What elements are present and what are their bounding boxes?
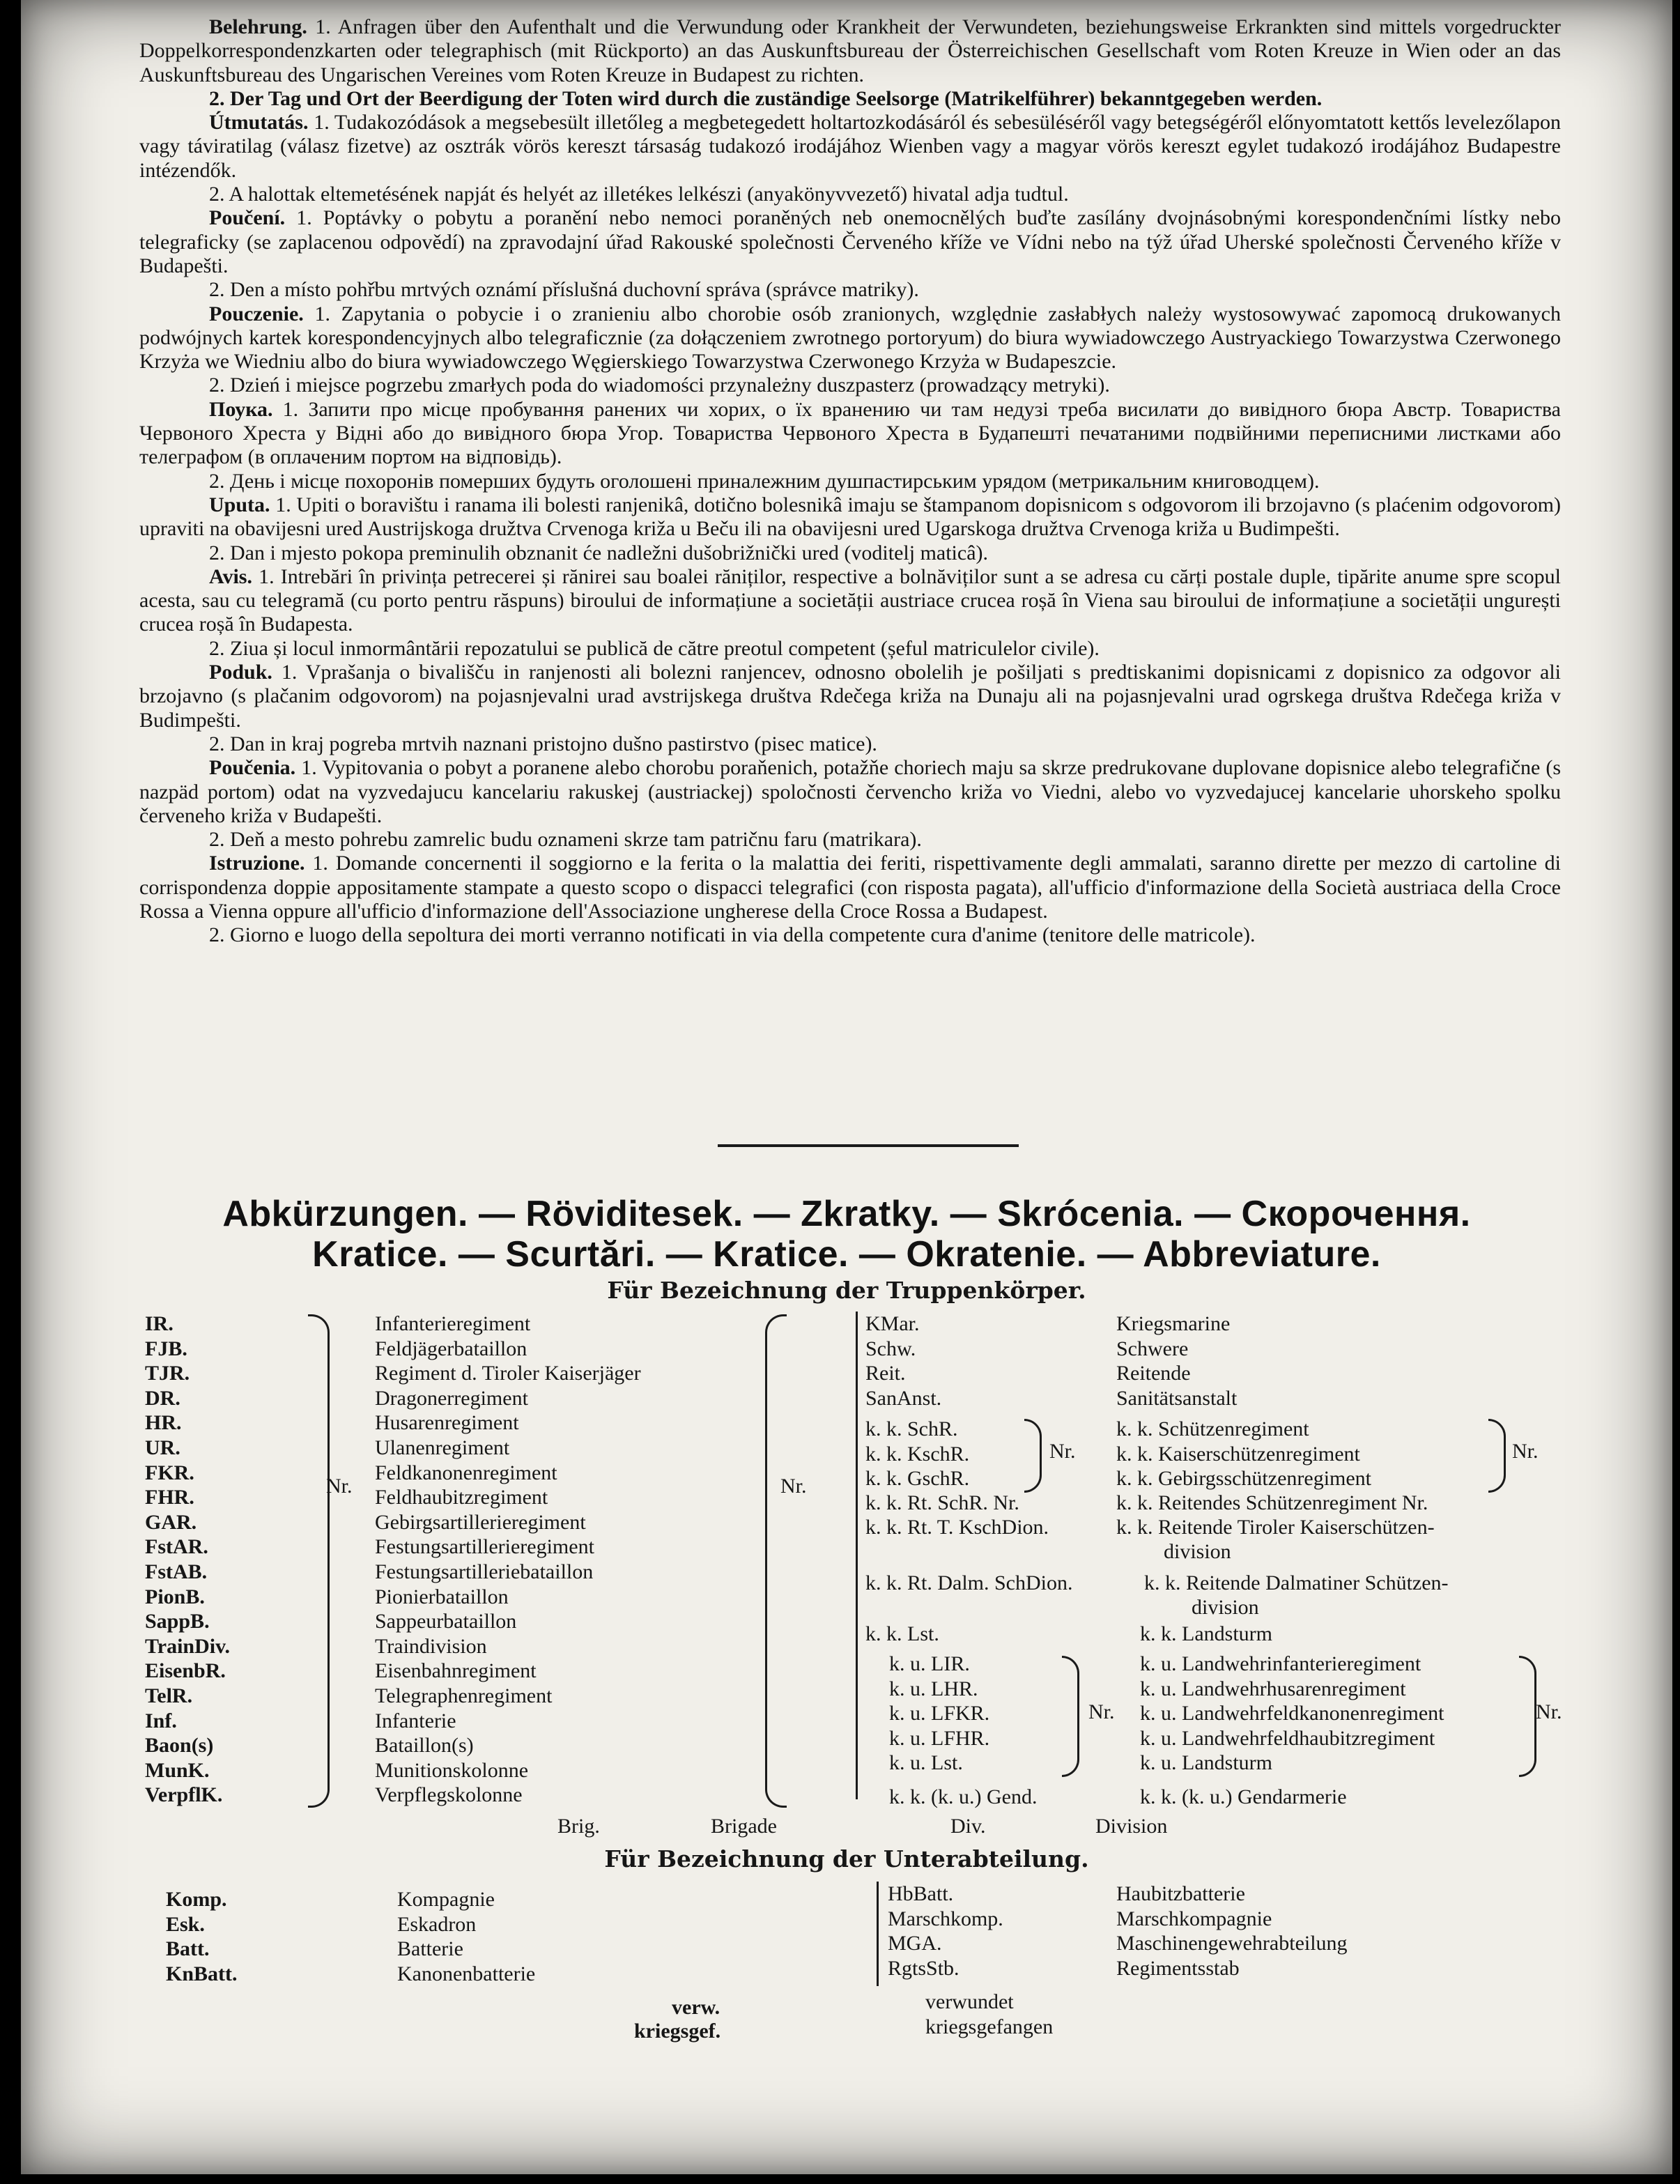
instruction-czech-1 (139, 206, 1561, 278)
left-right-brace (765, 1314, 787, 1808)
instruction-text: 1. Intrebări în privința petrecerei și rănirei sau boalei răniților, respective a bolnăviților sunt a se adresa cu cărți postale duple, tipărite anume spre scopul acesta, sau cu telegramă (cu porto pentru răspuns) biroului de informațiune a societății austriace crucea roșă în Viena sau biroului de informațiune a societății ungurești crucea roșă în Budapesta. (139, 564, 1561, 636)
list-item: k. u. LHR. (889, 1677, 978, 1700)
instruction-croatian-1 (139, 493, 1561, 541)
instruction-czech-2: 2. Den a místo pohřbu mrtvých oznámí příslušná duchovní správa (správce matriky). (209, 278, 919, 302)
list-item: EisenbR. (145, 1659, 226, 1683)
instruction-polish-1 (139, 302, 1561, 374)
right-abbreviation-list-c (889, 1652, 989, 1776)
instruction-text: 1. Anfragen über den Aufenthalt und die Verwundung oder Krankheit der Verwundeten, beziehungsweise Erkrankten sind mittels vorgedruckter Doppelkorrespondenzkarten oder telegraphisch (mit Rückporto) an das Auskunftsbureau der Österreichischen Gesellschaft vom Roten Kreuze in Wien oder an das Auskunftsbureau des Ungarischen Vereines vom Roten Kreuze in Budapest zu richten. (139, 15, 1561, 86)
verw-abbr: verw. (672, 1996, 720, 2019)
rt-tksch-full-1: k. k. Reitende Tiroler Kaiserschützen- (1116, 1516, 1435, 1539)
abbreviations-title-line-1: Abkürzungen. — Röviditesek. — Zkratky. — Skrócenia. — Скорочення. (222, 1194, 1471, 1234)
list-item: Maschinengewehrabteilung (1116, 1932, 1348, 1955)
right-abbreviation-list-a (865, 1312, 941, 1410)
list-item: Batt. (166, 1937, 210, 1961)
section-head: Belehrung. (209, 15, 307, 38)
brig-abbr: Brig. (557, 1815, 600, 1838)
list-item: Baon(s) (145, 1734, 214, 1758)
list-item: RgtsStb. (888, 1956, 960, 1980)
list-item: k. k. Gebirgsschützenregiment (1116, 1467, 1372, 1491)
list-item: UR. (145, 1436, 180, 1459)
list-item: k. u. Landwehrinfanterieregiment (1140, 1652, 1421, 1675)
section-head: Uputa. (209, 493, 270, 516)
instruction-romanian-1 (139, 565, 1561, 637)
gend-full: k. k. (k. u.) Gendarmerie (1140, 1785, 1347, 1808)
list-item: k. u. Landwehrfeldhaubitzregiment (1140, 1726, 1435, 1750)
instruction-german-2 (139, 87, 1561, 111)
list-item: Festungsartillerieregiment (375, 1535, 594, 1559)
list-item: Regimentsstab (1116, 1956, 1240, 1980)
list-item: Gebirgsartillerieregiment (375, 1510, 586, 1534)
list-item: FstAR. (145, 1535, 208, 1559)
list-item: Schwere (1116, 1337, 1189, 1360)
list-item: Ulanenregiment (375, 1436, 510, 1459)
section-head: Poučení. (209, 206, 286, 230)
section-head: Poduk. (209, 661, 272, 684)
right-meaning-list-c (1140, 1652, 1444, 1776)
list-item: Traindivision (375, 1634, 487, 1658)
instruction-slovak-1 (139, 756, 1561, 828)
subdivision-heading: Für Bezeichnung der Unterabteilung. (604, 1845, 1089, 1872)
instruction-text: 1. Domande concernenti il soggiorno e la ferita o la malattia dei feriti, rispettivamente degli ammalati, saranno dirette per mezzo di cartoline di corrispondenza doppie appositamente stampate a questo scopo o dispacci telegrafici (con risposta pagata), all'ufficio d'informazione della Società austriaca della Croce Rossa a Vienna oppure all'ufficio d'informazione dell'Associazione ungherese della Croce Rossa a Budapest. (139, 852, 1561, 923)
instruction-slovene-1 (139, 661, 1561, 732)
instruction-text: 1. Vypitovania o pobyt a poranene alebo chorobu poraňenich, potažňe choriech maju sa skrze predrukovane duplovane dopisnice alebo telegrafične (s nazpäd portom) odat na vyzvedajucu kancelariu rakuskej (austriackej) spoločnosti červencho križa vo Viedni, alebo vo vyzvedajucej kancelarie uhorskeho spolku červeneho križa v Budapešti. (139, 756, 1561, 827)
kgf-abbr: kriegsgef. (634, 2020, 721, 2043)
list-item: k. k. KschR. (865, 1442, 970, 1466)
list-item: Feldkanonenregiment (375, 1461, 557, 1484)
list-item: VerpflK. (145, 1783, 223, 1807)
list-item: Kompagnie (397, 1888, 495, 1911)
instruction-ukrainian-2: 2. День і місце похоронів померших будуть оголошені приналежним душпастирським урядом (метрикальним книговодцем). (209, 469, 1320, 493)
rt-tksch-abbr: k. k. Rt. T. KschDion. (865, 1516, 1049, 1539)
section-head: Poučenia. (209, 756, 296, 780)
rt-tksch-full-2: division (1164, 1540, 1231, 1563)
list-item: Marschkompagnie (1116, 1907, 1272, 1930)
rt-schr-abbr: k. k. Rt. SchR. Nr. (865, 1491, 1019, 1514)
instruction-hungarian-1 (139, 111, 1561, 183)
section-head: Pouczenie. (209, 302, 304, 325)
list-item: Munitionskolonne (375, 1758, 529, 1782)
list-item: Bataillon(s) (375, 1734, 474, 1758)
landwehr-brace (1062, 1656, 1079, 1777)
list-item: HbBatt. (888, 1882, 954, 1905)
instruction-croatian-2: 2. Dan i mjesto pokopa preminulih obznanit će nadležni dušobrižnički ured (voditelj maticâ). (209, 541, 989, 564)
list-item: Telegraphenregiment (375, 1684, 553, 1707)
instruction-hungarian-2: 2. A halottak eltemetésének napját és helyét az illetékes lelkészi (anyakönyvvezető) hivatal adja tudtul. (209, 183, 1069, 206)
list-item: HR. (145, 1411, 182, 1435)
list-item: Komp. (166, 1888, 227, 1911)
column-separator (856, 1312, 858, 1799)
list-item: k. u. LIR. (889, 1652, 970, 1675)
abbreviations-title-line-2: Kratice. — Scurtări. — Kratice. — Okratenie. — Abbreviature. (312, 1234, 1381, 1275)
list-item: k. k. SchR. (865, 1417, 958, 1440)
kgf-full: kriegsgefangen (925, 2015, 1054, 2038)
rt-schr-full: k. k. Reitendes Schützenregiment Nr. (1116, 1491, 1428, 1514)
sub-left-abbreviation-list (166, 1887, 238, 1986)
list-item: Eskadron (397, 1912, 477, 1936)
list-item: SanAnst. (865, 1386, 942, 1410)
instruction-slovene-2: 2. Dan in kraj pogreba mrtvih naznani pristojno dušno pastirstvo (pisec matice). (209, 732, 877, 755)
instruction-romanian-2: 2. Ziua și locul inmormântării repozatului se publică de către preotul competent (șeful matriculelor civile). (209, 636, 1100, 660)
divider-rule (718, 1144, 1019, 1147)
list-item: Infanterieregiment (375, 1312, 531, 1335)
rt-dalm-abbr: k. k. Rt. Dalm. SchDion. (865, 1571, 1073, 1594)
instruction-italian-2: 2. Giorno e luogo della sepoltura dei morti verranno notificati in via della competente cura d'anime (tenitore delle matricole). (209, 923, 1256, 947)
list-item: Infanterie (375, 1709, 456, 1732)
nr-label: Nr. (1512, 1440, 1539, 1463)
list-item: k. u. Landwehrfeldkanonenregiment (1140, 1702, 1444, 1725)
document-page (21, 0, 1672, 2174)
section-head: Útmutatás. (209, 111, 309, 134)
list-item: Reitende (1116, 1362, 1191, 1385)
list-item: MGA. (888, 1932, 942, 1955)
sub-right-abbreviation-list (888, 1882, 1003, 1981)
div-abbr: Div. (950, 1815, 986, 1838)
instruction-text: 1. Poptávky o pobytu a poranění nebo nemoci poraněných neb onemocnělých buďte zasílány dvojnásobnými korespondenčními lístky nebo telegraficky (se zaplacenou odpovědí) na zpravodajní úřad Rakouské společnosti Červeného kříže ve Vídni nebo na týž úřad Uherské společnosti Červeného kříže v Budapešti. (139, 206, 1561, 277)
nr-label: Nr. (1536, 1700, 1562, 1723)
list-item: KMar. (865, 1312, 920, 1335)
list-item: k. u. Landwehrhusarenregiment (1140, 1677, 1406, 1700)
section-head: Поука. (209, 397, 273, 421)
instruction-text: 1. Tudakozódások a megsebesült illetőleg a megbetegedett holtartozkodásáról és sebesüléséről vagy betegségéről előnyomtatott kettős levelezőlapon vagy táviratilag (válasz fizetve) az osztrák vörös kereszt társaság tudakozó irodájához Wienben vagy a magyar vörös kereszt egylet tudakozó irodájához Budapestre intézendők. (139, 111, 1561, 182)
list-item: Sappeurbataillon (375, 1610, 517, 1633)
list-item: Kriegsmarine (1116, 1312, 1231, 1335)
list-item: SappB. (145, 1610, 210, 1633)
list-item: Esk. (166, 1912, 205, 1936)
list-item: Dragonerregiment (375, 1386, 528, 1410)
sub-right-meaning-list (1116, 1882, 1348, 1981)
list-item: FstAB. (145, 1560, 208, 1583)
list-item: KnBatt. (166, 1962, 238, 1985)
nr-label: Nr. (1049, 1440, 1076, 1463)
list-item: TrainDiv. (145, 1634, 230, 1658)
list-item: Sanitätsanstalt (1116, 1386, 1238, 1410)
list-item: TJR. (145, 1362, 190, 1385)
landwehr-brace-right (1519, 1656, 1536, 1777)
section-head: Avis. (209, 564, 252, 588)
list-item: k. u. LFHR. (889, 1726, 990, 1750)
instruction-text: 1. Vprašanja o bivališču in ranjenosti ali bolezni ranjencev, odnosno obolelih je pošiljati s predtiskanimi dopisnicami z dopisnico za odgovor ali brzojavno (s plačanim odgovorom) na pojasnjevalni urad avstrijskega društva Rdečega križa na Dunaju ali na pojasnjevalni urad ogrskega društva Rdečega križa v Budimpešti. (139, 661, 1561, 732)
list-item: GAR. (145, 1510, 197, 1534)
list-item: Husarenregiment (375, 1411, 519, 1435)
instruction-text: 1. Zapytania o pobycie i o zranieniu albo chorobie osób zranionych, względnie zasłabłych należy wystosowywać zapomocą drukowanych podwójnych kartek korespondencyjnych albo telegraficznie (za dołączeniem zwrotnego portoryum) do biura wywiadowczego Austryackiego Towarzystwa Czerwonego Krzyża we Wiedniu albo do biura wywiadowczego Węgierskiego Towarzystwa Czerwonego Krzyża w Budapeszcie. (139, 302, 1561, 374)
list-item: Verpflegskolonne (375, 1783, 523, 1807)
lst-abbr: k. k. Lst. (865, 1622, 939, 1645)
column-separator (877, 1882, 879, 1986)
list-item: PionB. (145, 1585, 205, 1608)
list-item: MunK. (145, 1758, 210, 1782)
list-item: FJB. (145, 1337, 187, 1360)
nr-label: Nr. (780, 1475, 807, 1498)
brig-full: Brigade (711, 1815, 777, 1838)
list-item: Reit. (865, 1362, 906, 1385)
list-item: Inf. (145, 1709, 177, 1732)
list-item: Regiment d. Tiroler Kaiserjäger (375, 1362, 641, 1385)
list-item: IR. (145, 1312, 174, 1335)
nr-label: Nr. (1088, 1700, 1115, 1723)
list-item: Batterie (397, 1937, 463, 1961)
rt-dalm-full-2: division (1192, 1596, 1259, 1619)
left-abbreviation-list (145, 1312, 230, 1808)
nr-label: Nr. (326, 1475, 353, 1498)
instruction-text: 2. Der Tag und Ort der Beerdigung der Toten wird durch die zuständige Seelsorge (Matrikelführer) bekanntgegeben werden. (209, 86, 1323, 110)
list-item: Feldhaubitzregiment (375, 1486, 548, 1509)
right-abbreviation-list-b (865, 1417, 969, 1491)
rt-dalm-full-1: k. k. Reitende Dalmatiner Schützen- (1144, 1571, 1449, 1594)
section-head: Istruzione. (209, 852, 305, 875)
list-item: FHR. (145, 1486, 194, 1509)
instruction-german-1 (139, 15, 1561, 87)
list-item: Haubitzbatterie (1116, 1882, 1245, 1905)
list-item: FKR. (145, 1461, 194, 1484)
instruction-text: 1. Запити про місце пробування ранених чи хорих, о їх вранению чи там недузі треба висилати до вивідного бюра Австр. Товариства Червоного Хреста у Відні або до вивідного бюра Угор. Товариства Червоного Хреста в Будапешті печатаними подвійними переписними листками або телеграфом (в оплаченим портом на відповідь). (139, 397, 1561, 469)
sub-left-meaning-list (397, 1887, 535, 1986)
right-meaning-list-b (1116, 1417, 1371, 1491)
list-item: Marschkomp. (888, 1907, 1003, 1930)
left-brace (308, 1314, 330, 1808)
list-item: k. u. LFKR. (889, 1702, 990, 1725)
list-item: k. u. Lst. (889, 1751, 963, 1775)
list-item: TelR. (145, 1684, 193, 1707)
instruction-polish-2: 2. Dzień i miejsce pogrzebu zmarłych poda do wiadomości przynależny duszpasterz (prowadzący metryki). (209, 374, 1110, 397)
list-item: Pionierbataillon (375, 1585, 509, 1608)
instruction-italian-1 (139, 852, 1561, 923)
list-item: Eisenbahnregiment (375, 1659, 537, 1683)
list-item: k. u. Landsturm (1140, 1751, 1272, 1775)
list-item: Festungsartilleriebataillon (375, 1560, 594, 1583)
schuetzen-brace-right (1488, 1419, 1506, 1493)
div-full: Division (1095, 1815, 1168, 1838)
troops-heading: Für Bezeichnung der Truppenkörper. (607, 1277, 1086, 1304)
list-item: k. k. GschR. (865, 1467, 970, 1491)
right-meaning-list-a (1116, 1312, 1237, 1410)
lst-full: k. k. Landsturm (1140, 1622, 1272, 1645)
instruction-ukrainian-1 (139, 398, 1561, 470)
instruction-slovak-2: 2. Deň a mesto pohrebu zamrelic budu oznameni skrze tam patričnu faru (matrikara). (209, 828, 922, 852)
list-item: Kanonenbatterie (397, 1962, 536, 1985)
list-item: DR. (145, 1386, 180, 1410)
list-item: k. k. Kaiserschützenregiment (1116, 1442, 1360, 1466)
instruction-text: 1. Upiti o boravištu i ranama ili bolesti ranjenikâ, dotično bolesnikâ imaju se štampanom dopisnicom s odgovorom ili brzojavno (s plaćenim odgovorom) upraviti na obavijesni ured Austrijskoga družtva Crvenoga križa u Beču ili na obavijesni ured Ugarskoga družtva Crvenoga križa u Budimpešti. (139, 493, 1561, 541)
instructions-block (139, 15, 1561, 948)
list-item: Schw. (865, 1337, 916, 1360)
list-item: k. k. Schützenregiment (1116, 1417, 1309, 1440)
verw-full: verwundet (925, 1990, 1014, 2013)
left-meaning-list (375, 1312, 641, 1808)
gend-abbr: k. k. (k. u.) Gend. (889, 1785, 1038, 1808)
schuetzen-brace (1024, 1419, 1042, 1493)
list-item: Feldjägerbataillon (375, 1337, 527, 1360)
